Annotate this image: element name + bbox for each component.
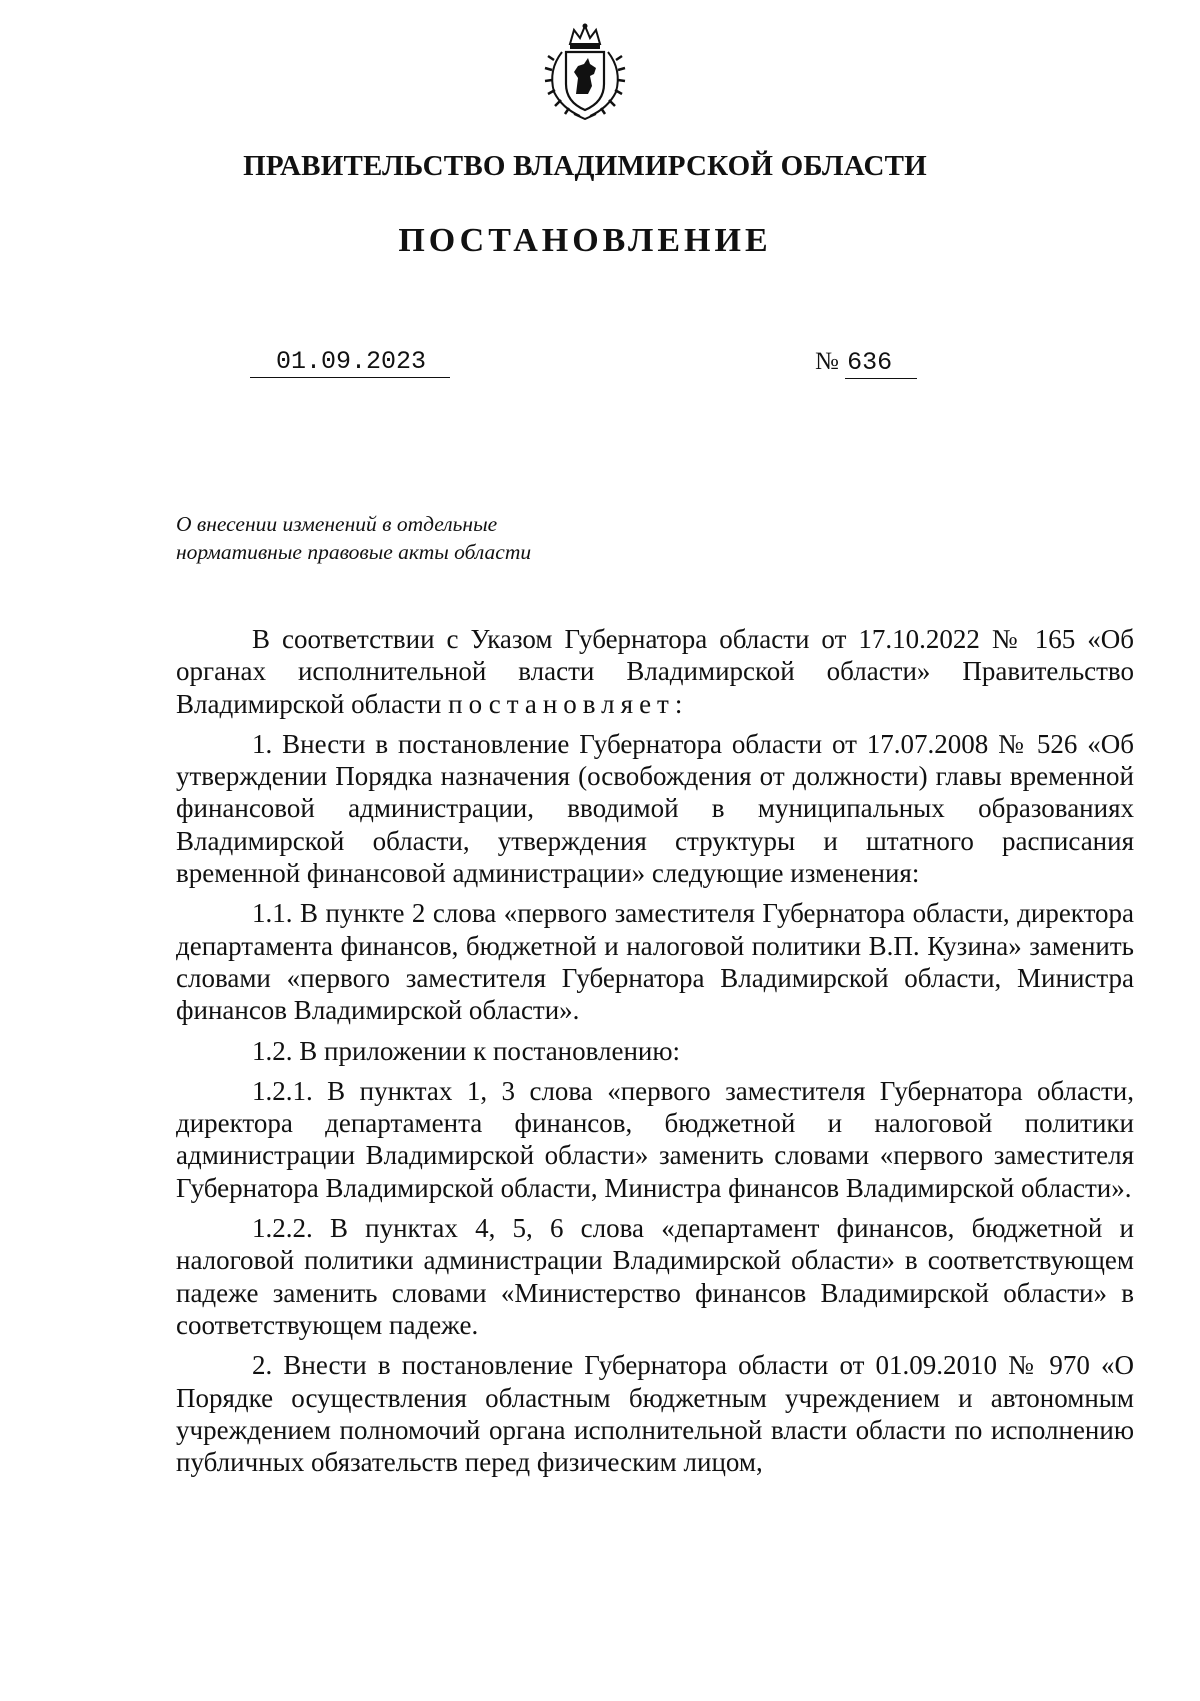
coat-of-arms-icon [540, 22, 630, 120]
preamble-text: В соответствии с Указом Губернатора области от 17.10.2022 № 165 «Об органах исполнительной власти Владимирской области» Правительство Владимирской области [176, 624, 1134, 719]
document-subject [176, 510, 616, 566]
subject-line-1: О внесении изменений в отдельные [176, 512, 498, 536]
paragraph-1-2: 1.2. В приложении к постановлению: [252, 1035, 681, 1066]
paragraph-1-2-2: 1.2.2. В пунктах 4, 5, 6 слова «департамент финансов, бюджетной и налоговой политики администрации Владимирской области» в соответствующем падеже заменить словами «Министерство финансов Владимирской области» в соответствующем падеже. [176, 1213, 1134, 1340]
number-value: 636 [845, 348, 917, 379]
paragraph-1-2-1: 1.2.1. В пунктах 1, 3 слова «первого заместителя Губернатора области, директора департамента финансов, бюджетной и налоговой политики администрации Владимирской области» заменить словами «первого заместителя Губернатора Владимирской области, Министра финансов Владимирской области». [176, 1075, 1134, 1203]
document-date: 01.09.2023 [250, 347, 450, 378]
government-title: ПРАВИТЕЛЬСТВО ВЛАДИМИРСКОЙ ОБЛАСТИ [243, 150, 927, 182]
preamble-colon: : [674, 688, 683, 719]
number-sign: № [815, 348, 839, 375]
paragraph-1-1: 1.1. В пункте 2 слова «первого заместителя Губернатора области, директора департамента финансов, бюджетной и налоговой политики В.П. Кузина» заменить словами «первого заместителя Губернатора Владимирской области, Министра финансов Владимирской области». [176, 898, 1134, 1026]
document-type-title: ПОСТАНОВЛЕНИЕ [398, 222, 772, 259]
preamble-paragraph [176, 623, 1134, 720]
paragraph-2: 2. Внести в постановление Губернатора области от 01.09.2010 № 970 «О Порядке осуществления областным бюджетным учреждением и автономным учреждением полномочий органа исполнительной власти области по исполнению публичных обязательств перед физическим лицом, [176, 1350, 1134, 1478]
document-number [815, 347, 917, 379]
document-body [176, 623, 1134, 1486]
paragraph-1: 1. Внести в постановление Губернатора области от 17.07.2008 № 526 «Об утверждении Порядка назначения (освобождения от должности) главы временной финансовой администрации, вводимой в муниципальных образованиях Владимирской области, утверждения структуры и штатного расписания временной финансовой администрации» следующие изменения: [176, 728, 1134, 889]
decree-word: постановляет [448, 688, 675, 719]
subject-line-2: нормативные правовые акты области [176, 540, 532, 564]
